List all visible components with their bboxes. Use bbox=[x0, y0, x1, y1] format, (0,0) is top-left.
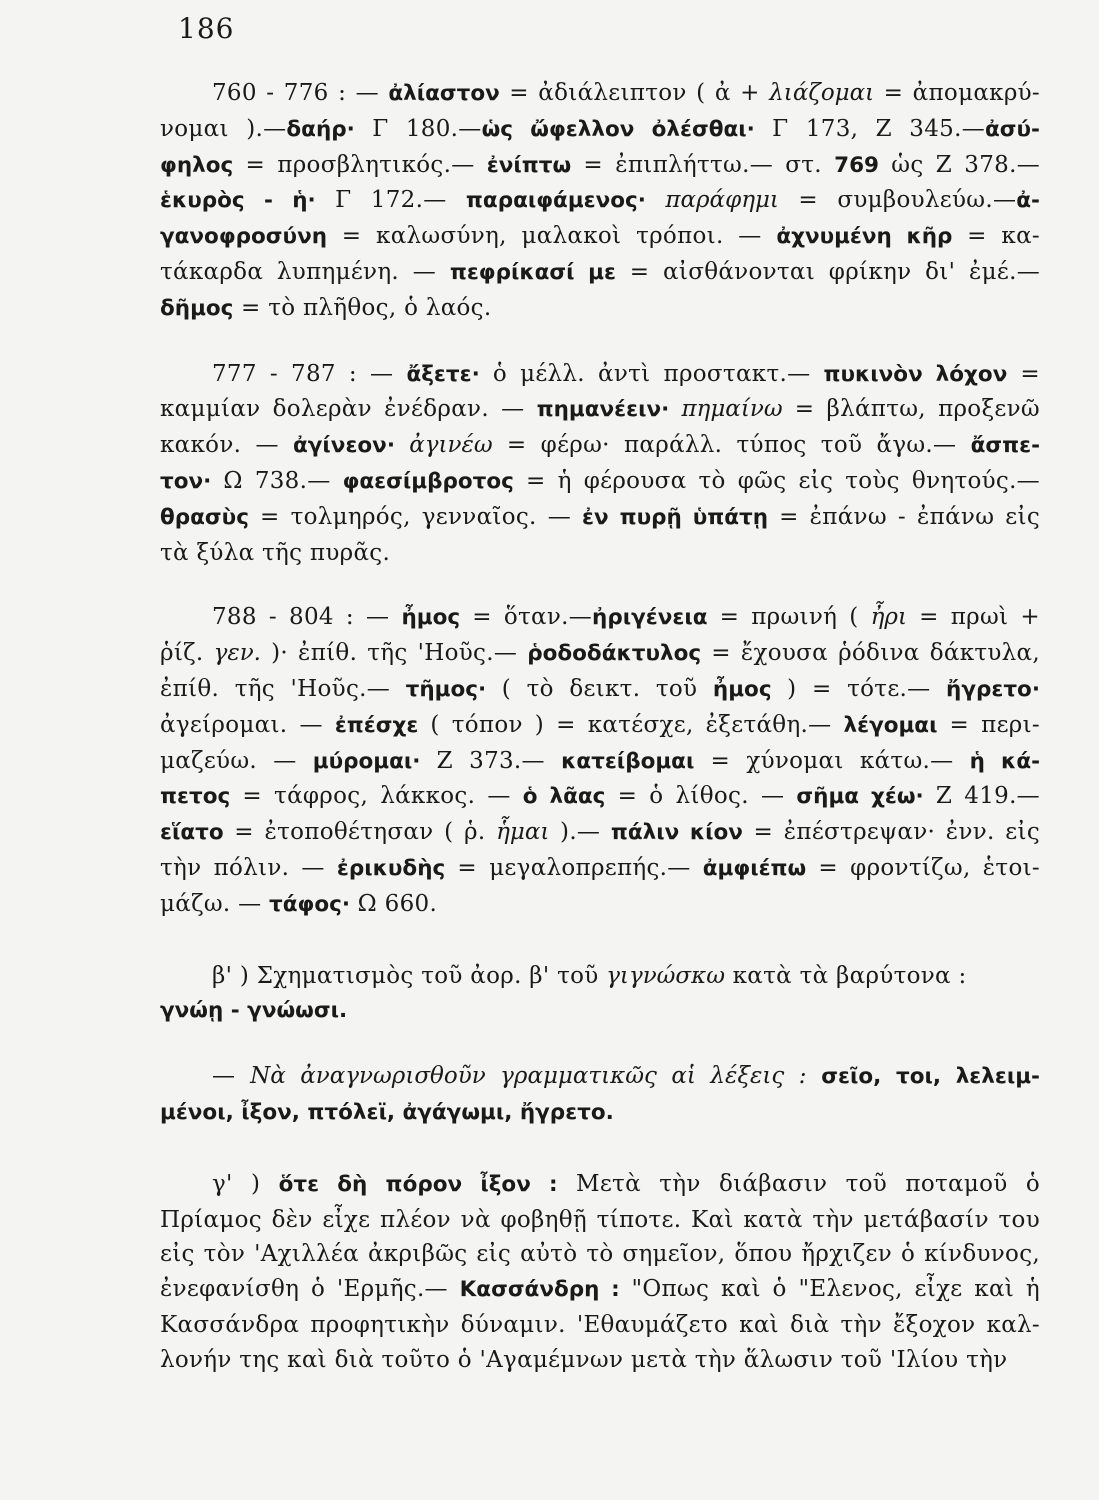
paragraph-gap bbox=[160, 1029, 1040, 1059]
text-run: = ἐπιπλήττω.— στ. bbox=[571, 151, 835, 178]
italic-text: γεν. bbox=[213, 640, 261, 667]
text-line bbox=[160, 219, 1040, 255]
text-run: Πρίαμος δὲν εἶχε πλέον νὰ φοβηθῇ τίποτε. Καὶ κατὰ τὴν μετάβασίν του bbox=[160, 1206, 1040, 1233]
text-run: = συμβουλεύω.— bbox=[778, 187, 1017, 214]
headword: ἄξετε· bbox=[406, 361, 480, 387]
text-line bbox=[160, 148, 1040, 184]
paragraph bbox=[160, 1167, 1040, 1378]
headword: κατείβομαι bbox=[561, 748, 695, 774]
italic-text: Νὰ ἀναγνωρισθοῦν γραμματικῶς αἱ λέξεις : bbox=[250, 1063, 807, 1090]
text-run: μάζω. — bbox=[160, 890, 270, 917]
paragraph bbox=[160, 357, 1040, 571]
headword: τάφος· bbox=[269, 891, 351, 917]
headword: πάλιν κίον bbox=[610, 820, 743, 846]
text-line bbox=[160, 815, 1040, 851]
italic-text: ἧμαι bbox=[496, 819, 550, 846]
text-line bbox=[160, 851, 1040, 887]
text-line bbox=[160, 112, 1040, 148]
text-line bbox=[160, 672, 1040, 708]
text-line bbox=[160, 500, 1040, 536]
text-line bbox=[160, 1167, 1040, 1203]
headword: ἐπέσχε bbox=[334, 712, 419, 738]
headword: δῆμος bbox=[160, 295, 234, 321]
text-run: νομαι ).— bbox=[160, 115, 287, 142]
text-run: = ὅταν.— bbox=[460, 604, 593, 631]
headword: πεφρίκασί με bbox=[449, 259, 616, 285]
paragraph-gap bbox=[160, 327, 1040, 357]
text-line bbox=[160, 959, 1040, 994]
text-run: κακόν. — bbox=[160, 432, 293, 459]
text-line bbox=[160, 76, 1040, 112]
italic-text: γιγνώσκω bbox=[606, 962, 725, 989]
paragraph-gap bbox=[160, 1131, 1040, 1167]
text-run: Μετὰ τὴν διάβασιν τοῦ ποταμοῦ ὁ bbox=[557, 1170, 1040, 1197]
headword: ἐν πυρῇ ὑπάτῃ bbox=[582, 504, 769, 530]
headword: θρασὺς bbox=[160, 504, 249, 530]
text-run: Ω 660. bbox=[350, 890, 438, 917]
text-run: = μεγαλοπρεπής.— bbox=[445, 854, 703, 881]
text-line bbox=[160, 183, 1040, 219]
italic-text: ἀγινέω bbox=[409, 432, 493, 459]
text-line bbox=[160, 357, 1040, 393]
headword: ἀ- bbox=[1016, 188, 1040, 214]
text-run: = χύνομαι κάτω.— bbox=[694, 747, 970, 774]
text-run: ἐνεφανίσθη ὁ 'Ερμῆς.— bbox=[160, 1276, 460, 1303]
headword: γνώῃ - γνώωσι. bbox=[160, 998, 348, 1024]
headword: ἑκυρὸς - ἡ· bbox=[160, 188, 316, 214]
text-run: = καλωσύνη, μαλακοὶ τρόποι. — bbox=[327, 223, 777, 250]
text-line bbox=[160, 779, 1040, 815]
headword: Κασσάνδρη : bbox=[459, 1277, 620, 1303]
headword: παραιφάμενος· bbox=[465, 188, 646, 214]
text-run: = τάφρος, λάκκος. — bbox=[230, 783, 523, 810]
text-run: Ω 738.— bbox=[211, 467, 343, 494]
text-run: ἐπίθ. τῆς 'Ηοῦς.— bbox=[160, 675, 406, 702]
text-run: = βλάπτω, προξενῶ bbox=[782, 396, 1040, 423]
text-run: Κασσάνδρα προφητικὴν δύναμιν. 'Εθαυμάζετο καὶ διὰ τὴν ἔξοχον καλ- bbox=[160, 1311, 1040, 1338]
text-run: κατὰ τὰ βαρύτονα : bbox=[724, 962, 967, 989]
text-line bbox=[160, 1272, 1040, 1308]
headword: γανοφροσύνη bbox=[160, 224, 328, 250]
text-run: Γ 173, Ζ 345.— bbox=[754, 115, 986, 142]
text-line bbox=[160, 1059, 1040, 1095]
headword: ὡς ὤφελλον ὀλέσθαι· bbox=[481, 116, 755, 142]
headword: ἡ κά- bbox=[969, 748, 1041, 774]
paragraph bbox=[160, 600, 1040, 922]
headword: ὅτε δὴ πόρον ἶξον : bbox=[278, 1171, 558, 1197]
text-line bbox=[160, 464, 1040, 500]
text-run: Γ 180.— bbox=[354, 115, 482, 142]
italic-text: λιάζομαι bbox=[769, 80, 875, 106]
headword: μένοι, ἶξον, πτόλεϊ, ἀγάγωμι, ἤγρετο. bbox=[160, 1099, 614, 1125]
text-run: 788 - 804 : — bbox=[212, 604, 402, 631]
headword: ἐνίπτω bbox=[486, 152, 572, 178]
text-run: — bbox=[212, 1063, 251, 1090]
text-run bbox=[669, 396, 681, 422]
text-line bbox=[160, 993, 1040, 1029]
text-run: = ὁ λίθος. — bbox=[605, 783, 797, 810]
text-run: "Οπως καὶ ὁ "Ελενος, εἶχε καὶ ἡ bbox=[619, 1276, 1040, 1303]
text-run: = ἐτοποθέτησαν ( ῥ. bbox=[223, 819, 497, 846]
headword: ἐρικυδὴς bbox=[336, 855, 446, 881]
headword: πυκινὸν λόχον bbox=[823, 361, 1008, 387]
text-run: εἰς τὸν 'Αχιλλέα ἀκριβῶς εἰς αὐτὸ τὸ σημεῖον, ὅπου ἤρχιζεν ὁ κίνδυνος, bbox=[160, 1241, 1040, 1268]
text-line bbox=[160, 291, 1040, 327]
text-run: β' ) Σχηματισμὸς τοῦ ἀορ. β' τοῦ bbox=[212, 962, 607, 989]
text-run: = bbox=[1007, 360, 1041, 387]
text-run: = φέρω· παράλλ. τύπος τοῦ ἄγω.— bbox=[492, 432, 971, 459]
text-run: = φροντίζω, ἑτοι- bbox=[806, 854, 1040, 881]
text-run: = ἔχουσα ῥόδινα δάκτυλα, bbox=[701, 640, 1040, 667]
headword: πετος bbox=[160, 784, 231, 810]
text-run: ὁ μέλλ. ἀντὶ προστακτ.— bbox=[479, 360, 824, 387]
text-run: 760 - 776 : — bbox=[212, 80, 389, 106]
text-run: Γ 172.— bbox=[315, 187, 466, 214]
text-run bbox=[646, 187, 665, 213]
italic-text: πημαίνω bbox=[681, 396, 783, 423]
text-run: τάκαρδα λυπημένη. — bbox=[160, 258, 450, 285]
paragraph bbox=[160, 959, 1040, 1030]
headword: εἵατο bbox=[160, 820, 224, 846]
text-run: ) = τότε.— bbox=[771, 675, 947, 702]
text-run: τὴν πόλιν. — bbox=[160, 854, 337, 881]
headword: ἦμος bbox=[401, 605, 461, 631]
paragraph-gap bbox=[160, 570, 1040, 600]
text-run: = πρωινή ( bbox=[707, 604, 871, 631]
text-run: = αἰσθάνονται φρίκην δι' ἐμέ.— bbox=[615, 258, 1040, 285]
text-run: = ἡ φέρουσα τὸ φῶς εἰς τοὺς θνητούς.— bbox=[513, 467, 1040, 494]
text-run: Ζ 373.— bbox=[420, 747, 562, 774]
text-run: = περι- bbox=[937, 711, 1040, 738]
text-line bbox=[160, 600, 1040, 636]
headword: φαεσίμβροτος bbox=[342, 468, 514, 494]
text-run: = προσβλητικός.— bbox=[233, 151, 487, 178]
text-run: ( τὸ δεικτ. τοῦ bbox=[486, 675, 713, 702]
text-run: γ' ) bbox=[212, 1170, 279, 1197]
text-run: τὰ ξύλα τῆς πυρᾶς. bbox=[160, 539, 391, 566]
text-line bbox=[160, 708, 1040, 744]
text-run: = κα- bbox=[952, 223, 1041, 250]
headword: ῥοδοδάκτυλος bbox=[527, 641, 702, 667]
text-line bbox=[160, 1203, 1040, 1238]
text-line bbox=[160, 392, 1040, 428]
text-line bbox=[160, 255, 1040, 291]
text-run: )· ἐπίθ. τῆς 'Ηοῦς.— bbox=[261, 640, 528, 667]
text-run: ὡς Ζ 378.— bbox=[879, 151, 1041, 178]
text-run: ἀγείρομαι. — bbox=[160, 711, 335, 738]
headword: μύρομαι· bbox=[312, 748, 421, 774]
headword: ἀγίνεον· bbox=[293, 433, 395, 459]
text-run: = ἐπάνω - ἐπάνω εἰς bbox=[768, 503, 1041, 530]
headword: πημανέειν· bbox=[536, 397, 670, 423]
headword: σεῖο, τοι, λελειμ- bbox=[821, 1064, 1040, 1090]
paragraph-gap bbox=[160, 923, 1040, 959]
text-run: ).— bbox=[549, 819, 611, 846]
text-run: ( τόπον ) = κατέσχε, ἐξετάθη.— bbox=[418, 711, 844, 738]
text-run bbox=[395, 432, 409, 458]
italic-text: παράφημι bbox=[665, 187, 779, 214]
text-run: λονήν της καὶ διὰ τοῦτο ὁ 'Αγαμέμνων μετὰ τὴν ἅλωσιν τοῦ 'Ιλίου τὴν bbox=[160, 1346, 1008, 1373]
headword: τῆμος· bbox=[405, 676, 487, 702]
page-body bbox=[160, 76, 1040, 1378]
text-line bbox=[160, 1343, 1040, 1378]
text-run: μαζεύω. — bbox=[160, 747, 313, 774]
text-run: καμμίαν δολερὰν ἐνέδραν. — bbox=[160, 396, 537, 423]
text-run: = τολμηρός, γενναῖος. — bbox=[248, 503, 583, 530]
text-line bbox=[160, 1237, 1040, 1272]
headword: τον· bbox=[160, 468, 212, 494]
text-line bbox=[160, 1095, 1040, 1131]
text-run: = ἀδιάλειπτον ( ἀ + bbox=[499, 80, 770, 106]
headword: λέγομαι bbox=[843, 712, 938, 738]
italic-text: ἦρι bbox=[870, 604, 907, 631]
headword: ἤγρετο· bbox=[946, 676, 1040, 702]
text-line bbox=[160, 428, 1040, 464]
text-run: = πρωὶ + bbox=[906, 604, 1040, 631]
text-line bbox=[160, 1308, 1040, 1343]
text-line bbox=[160, 744, 1040, 780]
headword: ἠριγένεια bbox=[592, 605, 708, 631]
headword: δαήρ· bbox=[286, 116, 355, 142]
text-line bbox=[160, 536, 1040, 571]
text-run: = ἀπομακρύ- bbox=[874, 80, 1041, 106]
text-run: = ἐπέστρεψαν· ἐνν. εἰς bbox=[742, 819, 1040, 846]
text-run: = τὸ πλῆθος, ὁ λαός. bbox=[233, 294, 492, 321]
text-run: 777 - 787 : — bbox=[212, 360, 407, 387]
headword: ὁ λᾶας bbox=[522, 784, 606, 810]
headword: ἄσπε- bbox=[970, 433, 1040, 459]
paragraph bbox=[160, 1059, 1040, 1131]
text-run: Ζ 419.— bbox=[923, 783, 1040, 810]
headword: ἀχνυμένη κῆρ bbox=[776, 224, 953, 250]
text-run bbox=[807, 1063, 822, 1089]
text-run: ῥίζ. bbox=[160, 640, 214, 667]
text-line bbox=[160, 636, 1040, 672]
text-line bbox=[160, 887, 1040, 923]
headword: ἀμφιέπω bbox=[702, 855, 807, 881]
headword: ἀλίαστον bbox=[388, 81, 500, 106]
paragraph bbox=[160, 76, 1040, 327]
headword: φηλος bbox=[160, 152, 234, 178]
headword: ἀσύ- bbox=[985, 116, 1040, 142]
headword: ἦμος bbox=[712, 676, 772, 702]
headword: 769 bbox=[834, 152, 880, 178]
headword: σῆμα χέω· bbox=[796, 784, 924, 810]
page-number: 186 bbox=[178, 12, 235, 45]
